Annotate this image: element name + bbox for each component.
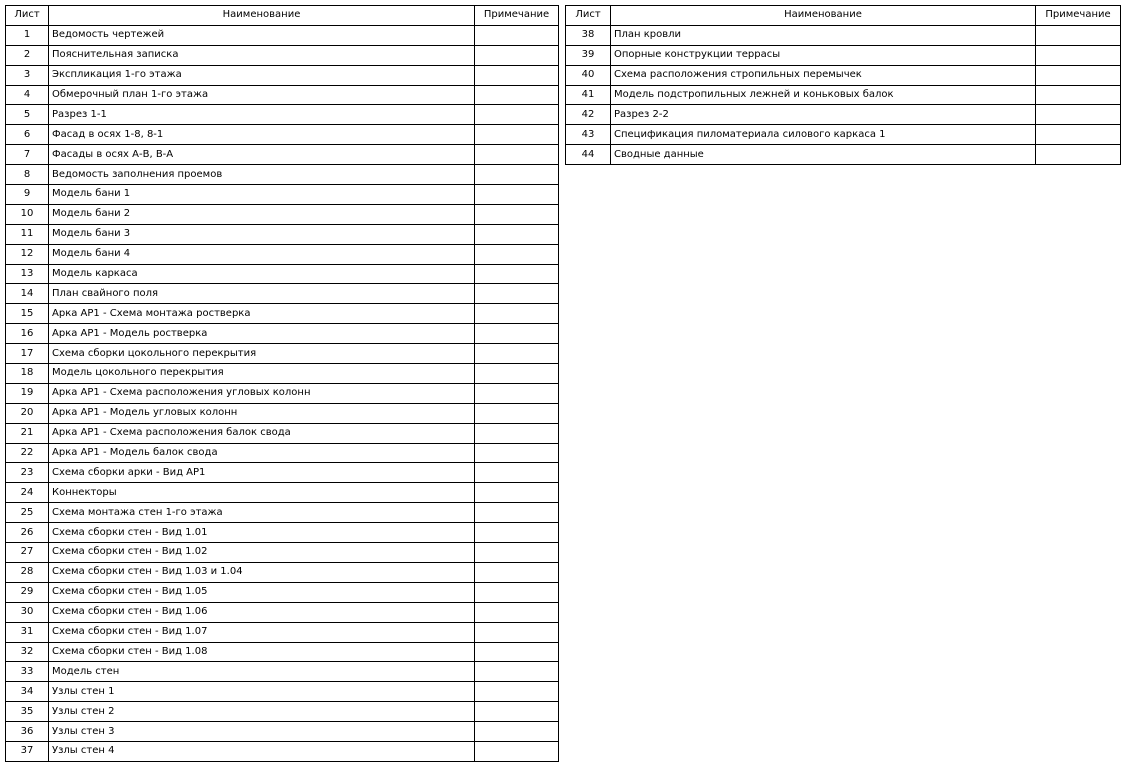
sheet-name: Узлы стен 2	[49, 702, 475, 722]
sheet-note	[1036, 125, 1121, 145]
sheet-note	[475, 105, 559, 125]
header-sheet: Лист	[566, 6, 611, 26]
sheet-note	[1036, 25, 1121, 45]
sheet-note	[475, 403, 559, 423]
sheet-number: 38	[566, 25, 611, 45]
sheet-note	[475, 523, 559, 543]
sheet-number: 7	[6, 145, 49, 165]
sheet-name: Узлы стен 3	[49, 722, 475, 742]
table-row	[6, 702, 559, 722]
table-row	[6, 662, 559, 682]
sheet-name: Фасады в осях А-В, В-А	[49, 145, 475, 165]
table-row	[6, 741, 559, 761]
table-row	[6, 45, 559, 65]
table-row	[6, 364, 559, 384]
table-body-right	[566, 25, 1121, 164]
table-row	[6, 65, 559, 85]
sheet-number: 29	[6, 582, 49, 602]
sheet-number: 39	[566, 45, 611, 65]
sheet-note	[475, 45, 559, 65]
sheet-name: Схема сборки стен - Вид 1.08	[49, 642, 475, 662]
sheet-number: 37	[6, 741, 49, 761]
sheet-name: Коннекторы	[49, 483, 475, 503]
sheet-name: Обмерочный план 1-го этажа	[49, 85, 475, 105]
table-row	[6, 85, 559, 105]
sheet-number: 30	[6, 602, 49, 622]
sheet-number: 27	[6, 543, 49, 563]
sheet-name: План свайного поля	[49, 284, 475, 304]
sheet-name: Модель бани 3	[49, 224, 475, 244]
table-row	[566, 105, 1121, 125]
sheet-name: Арка АР1 - Схема расположения угловых колонн	[49, 383, 475, 403]
sheet-name: Сводные данные	[611, 145, 1036, 165]
table-row	[6, 503, 559, 523]
sheet-number: 36	[6, 722, 49, 742]
sheet-note	[475, 562, 559, 582]
sheet-name: Узлы стен 1	[49, 682, 475, 702]
sheet-number: 44	[566, 145, 611, 165]
sheet-name: Схема сборки стен - Вид 1.02	[49, 543, 475, 563]
sheet-number: 43	[566, 125, 611, 145]
table-row	[6, 284, 559, 304]
table-row	[6, 125, 559, 145]
table-row	[6, 25, 559, 45]
sheet-note	[475, 682, 559, 702]
sheet-note	[475, 364, 559, 384]
sheet-note	[475, 145, 559, 165]
drawing-list-table-left	[5, 5, 559, 762]
sheet-name: Разрез 2-2	[611, 105, 1036, 125]
sheet-name: Схема сборки арки - Вид АР1	[49, 463, 475, 483]
sheet-note	[475, 662, 559, 682]
sheet-number: 9	[6, 185, 49, 205]
sheet-number: 6	[6, 125, 49, 145]
sheet-name: Схема сборки стен - Вид 1.07	[49, 622, 475, 642]
sheet-note	[475, 185, 559, 205]
sheet-note	[475, 244, 559, 264]
sheet-number: 12	[6, 244, 49, 264]
table-row	[6, 344, 559, 364]
sheet-name: Экспликация 1-го этажа	[49, 65, 475, 85]
sheet-name: Модель цокольного перекрытия	[49, 364, 475, 384]
sheet-note	[475, 741, 559, 761]
table-row	[6, 165, 559, 185]
sheet-number: 32	[6, 642, 49, 662]
sheet-number: 25	[6, 503, 49, 523]
sheet-note	[475, 65, 559, 85]
sheet-number: 42	[566, 105, 611, 125]
table-row	[6, 582, 559, 602]
sheet-name: Схема сборки стен - Вид 1.01	[49, 523, 475, 543]
sheet-number: 28	[6, 562, 49, 582]
sheet-name: Арка АР1 - Модель ростверка	[49, 324, 475, 344]
sheet-name: Модель бани 2	[49, 204, 475, 224]
sheet-name: Схема расположения стропильных перемычек	[611, 65, 1036, 85]
sheet-note	[1036, 145, 1121, 165]
table-row	[6, 523, 559, 543]
sheet-note	[475, 642, 559, 662]
sheet-number: 17	[6, 344, 49, 364]
sheet-note	[475, 204, 559, 224]
sheet-name: Ведомость чертежей	[49, 25, 475, 45]
sheet-number: 20	[6, 403, 49, 423]
table-row	[6, 463, 559, 483]
sheet-number: 4	[6, 85, 49, 105]
table-row	[566, 45, 1121, 65]
sheet-note	[475, 224, 559, 244]
table-row	[6, 483, 559, 503]
table-row	[6, 682, 559, 702]
sheet-number: 15	[6, 304, 49, 324]
sheet-note	[475, 344, 559, 364]
sheet-name: Схема сборки цокольного перекрытия	[49, 344, 475, 364]
header-name: Наименование	[611, 6, 1036, 26]
header-note: Примечание	[475, 6, 559, 26]
header-row	[6, 6, 559, 26]
sheet-number: 22	[6, 443, 49, 463]
sheet-name: Схема монтажа стен 1-го этажа	[49, 503, 475, 523]
sheet-name: План кровли	[611, 25, 1036, 45]
table-row	[6, 105, 559, 125]
sheet-number: 23	[6, 463, 49, 483]
sheet-number: 5	[6, 105, 49, 125]
table-row	[6, 383, 559, 403]
sheet-name: Модель бани 4	[49, 244, 475, 264]
sheet-name: Модель бани 1	[49, 185, 475, 205]
sheet-note	[1036, 85, 1121, 105]
sheet-note	[475, 25, 559, 45]
sheet-number: 16	[6, 324, 49, 344]
sheet-note	[475, 304, 559, 324]
sheet-number: 35	[6, 702, 49, 722]
sheet-note	[475, 463, 559, 483]
sheet-name: Модель подстропильных лежней и коньковых балок	[611, 85, 1036, 105]
sheet-note	[475, 284, 559, 304]
sheet-name: Арка АР1 - Модель угловых колонн	[49, 403, 475, 423]
sheet-note	[475, 503, 559, 523]
sheet-number: 24	[6, 483, 49, 503]
drawing-list-table-right	[565, 5, 1121, 165]
table-row	[6, 543, 559, 563]
sheet-name: Схема сборки стен - Вид 1.06	[49, 602, 475, 622]
sheet-number: 31	[6, 622, 49, 642]
sheet-number: 11	[6, 224, 49, 244]
sheet-note	[1036, 45, 1121, 65]
sheet-name: Спецификация пиломатериала силового каркаса 1	[611, 125, 1036, 145]
table-row	[6, 324, 559, 344]
sheet-number: 34	[6, 682, 49, 702]
sheet-note	[475, 264, 559, 284]
sheet-name: Модель стен	[49, 662, 475, 682]
sheet-note	[475, 582, 559, 602]
sheet-note	[475, 85, 559, 105]
table-row	[6, 622, 559, 642]
sheet-name: Ведомость заполнения проемов	[49, 165, 475, 185]
sheet-name: Модель каркаса	[49, 264, 475, 284]
sheet-number: 19	[6, 383, 49, 403]
header-row	[566, 6, 1121, 26]
sheet-note	[475, 702, 559, 722]
table-row	[6, 423, 559, 443]
table-row	[6, 403, 559, 423]
sheet-number: 3	[6, 65, 49, 85]
table-row	[566, 85, 1121, 105]
table-row	[6, 443, 559, 463]
table-row	[6, 642, 559, 662]
sheet-name: Арка АР1 - Схема расположения балок свода	[49, 423, 475, 443]
table-row	[6, 204, 559, 224]
table-row	[566, 65, 1121, 85]
sheet-note	[475, 722, 559, 742]
sheet-name: Разрез 1-1	[49, 105, 475, 125]
header-name: Наименование	[49, 6, 475, 26]
sheet-number: 40	[566, 65, 611, 85]
table-row	[6, 304, 559, 324]
sheet-name: Арка АР1 - Схема монтажа ростверка	[49, 304, 475, 324]
sheet-name: Фасад в осях 1-8, 8-1	[49, 125, 475, 145]
table-row	[566, 125, 1121, 145]
table-row	[6, 224, 559, 244]
header-note: Примечание	[1036, 6, 1121, 26]
sheet-note	[1036, 65, 1121, 85]
sheet-note	[475, 622, 559, 642]
sheet-note	[475, 543, 559, 563]
sheet-note	[475, 602, 559, 622]
sheet-number: 33	[6, 662, 49, 682]
sheet-note	[475, 383, 559, 403]
sheet-note	[475, 125, 559, 145]
sheet-note	[475, 443, 559, 463]
sheet-number: 41	[566, 85, 611, 105]
table-row	[6, 722, 559, 742]
sheet-number: 10	[6, 204, 49, 224]
sheet-name: Схема сборки стен - Вид 1.03 и 1.04	[49, 562, 475, 582]
sheet-note	[1036, 105, 1121, 125]
sheet-number: 21	[6, 423, 49, 443]
sheet-number: 13	[6, 264, 49, 284]
table-row	[6, 264, 559, 284]
sheet-number: 14	[6, 284, 49, 304]
table-row	[6, 602, 559, 622]
table-row	[566, 145, 1121, 165]
table-row	[6, 145, 559, 165]
sheet-number: 26	[6, 523, 49, 543]
table-row	[6, 244, 559, 264]
sheet-note	[475, 423, 559, 443]
sheet-name: Пояснительная записка	[49, 45, 475, 65]
table-row	[6, 185, 559, 205]
sheet-number: 1	[6, 25, 49, 45]
header-sheet: Лист	[6, 6, 49, 26]
sheet-number: 2	[6, 45, 49, 65]
sheet-note	[475, 483, 559, 503]
sheet-note	[475, 324, 559, 344]
sheet-name: Схема сборки стен - Вид 1.05	[49, 582, 475, 602]
sheet-number: 8	[6, 165, 49, 185]
sheet-name: Арка АР1 - Модель балок свода	[49, 443, 475, 463]
table-body-left	[6, 25, 559, 761]
sheet-name: Узлы стен 4	[49, 741, 475, 761]
sheet-number: 18	[6, 364, 49, 384]
table-row	[6, 562, 559, 582]
sheet-note	[475, 165, 559, 185]
table-row	[566, 25, 1121, 45]
sheet-name: Опорные конструкции террасы	[611, 45, 1036, 65]
